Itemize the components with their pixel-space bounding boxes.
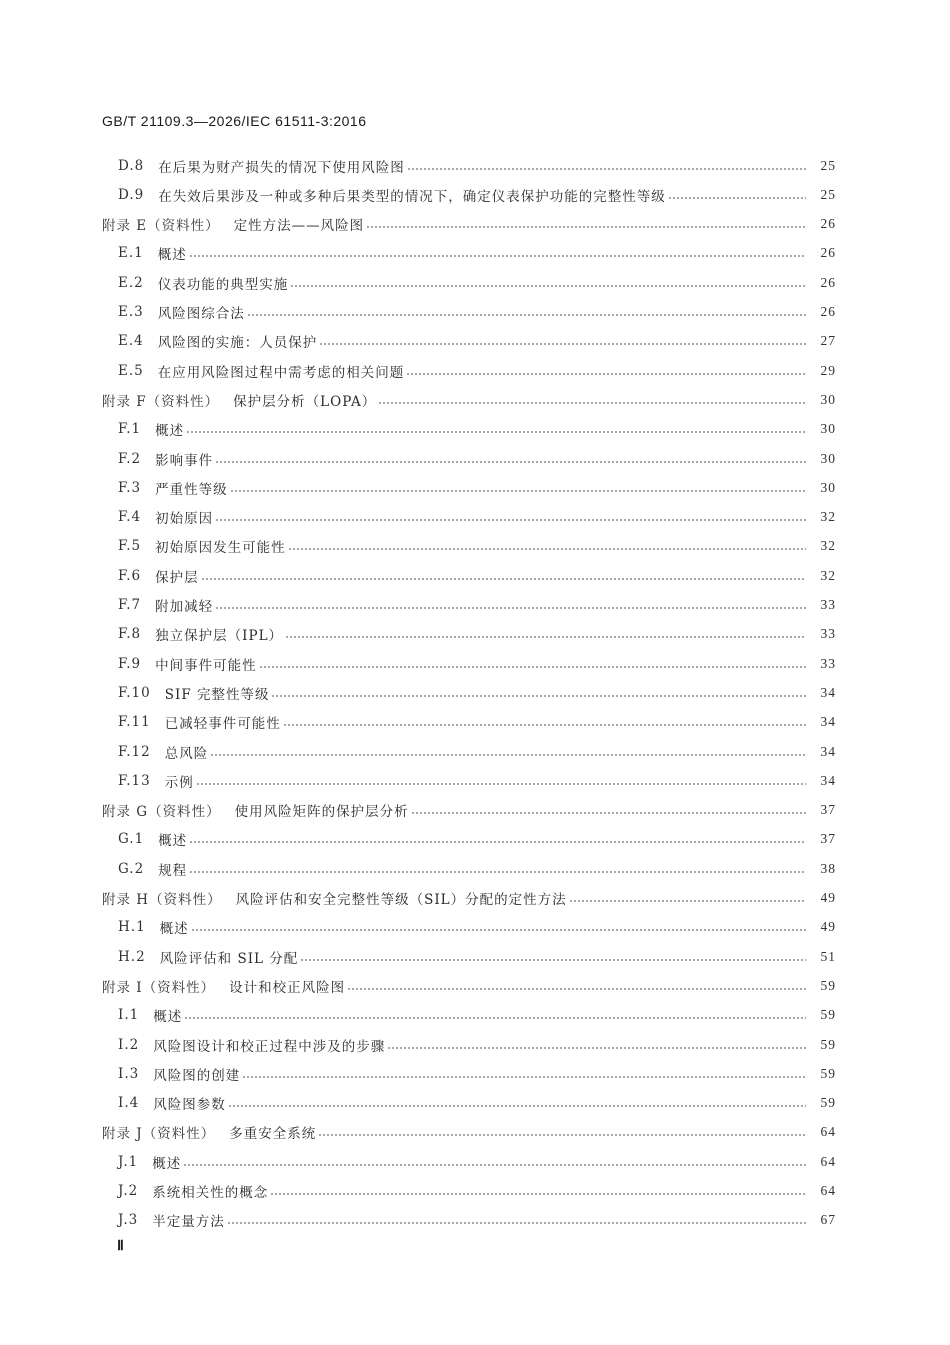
toc-entry-page: 27 [820,333,836,349]
toc-dot-leader [191,929,806,931]
toc-dot-leader [247,314,806,316]
toc-entry-title: 附加减轻 [155,599,214,615]
toc-entry-page: 37 [820,831,836,847]
toc-entry-number: I.1 [118,1007,140,1024]
toc-entry-title: 半定量方法 [152,1214,225,1231]
toc-dot-leader [378,402,806,404]
toc-entry-title: 风险评估和安全完整性等级（SIL）分配的定性方法 [235,892,567,908]
toc-entry-title: 总风险 [164,745,209,762]
toc-section-entry[interactable] [118,913,836,942]
toc-entry-page: 64 [820,1153,836,1169]
toc-entry-page: 25 [820,186,836,202]
toc-entry-number: J.3 [118,1212,139,1229]
toc-section-entry[interactable] [118,239,836,268]
toc-entry-page: 49 [820,890,836,905]
toc-entry-number: J.1 [118,1153,139,1170]
toc-entry-title: 中间事件可能性 [155,657,257,674]
toc-entry-number: F.10 [118,684,151,701]
toc-dot-leader [288,548,806,550]
toc-section-entry[interactable] [118,503,836,532]
toc-entry-number: D.9 [118,186,145,203]
toc-dot-leader [668,197,806,199]
toc-dot-leader [189,841,806,843]
toc-section-entry[interactable] [118,737,836,766]
toc-entry-number: 附录 H（资料性） [102,892,222,908]
toc-dot-leader [270,1193,806,1195]
toc-section-entry[interactable] [118,942,836,971]
toc-entry-title: 在应用风险图过程中需考虑的相关问题 [157,364,405,381]
toc-entry-title: 在失效后果涉及一种或多种后果类型的情况下，确定仪表保护功能的完整性等级 [158,188,666,205]
toc-entry-number: G.1 [118,831,145,848]
toc-entry-page: 33 [820,655,836,671]
toc-entry-title: 仪表功能的典型实施 [157,276,289,293]
toc-entry-page: 34 [820,684,836,700]
toc-dot-leader [407,168,806,170]
toc-dot-leader [271,695,806,697]
toc-entry-number: F.2 [118,450,142,467]
toc-entry-title: 多重安全系统 [229,1126,317,1143]
toc-dot-leader [230,490,806,492]
toc-entry-page: 33 [820,626,836,642]
toc-entry-page: 32 [820,538,836,554]
toc-entry-number: F.12 [118,743,151,760]
toc-entry-number: I.3 [118,1065,140,1082]
toc-entry-page: 59 [820,1007,836,1023]
toc-entry-title: 概述 [158,833,188,850]
toc-entry-page: 59 [820,1065,836,1081]
toc-entry-page: 30 [820,391,836,407]
toc-entry-title: 设计和校正风险图 [229,979,346,996]
toc-dot-leader [228,1105,806,1107]
toc-entry-number: E.3 [118,304,144,320]
toc-entry-title: 概述 [155,423,185,440]
toc-section-entry[interactable] [118,649,836,678]
toc-section-entry[interactable] [118,1177,836,1206]
toc-dot-leader [366,226,806,228]
toc-section-entry[interactable] [118,473,836,502]
toc-entry-page: 30 [820,421,836,437]
toc-entry-number: E.2 [118,274,144,291]
toc-entry-title: SIF 完整性等级 [164,686,270,703]
toc-entry-page: 26 [820,245,836,261]
toc-appendix-entry[interactable] [102,385,836,414]
toc-dot-leader [215,607,806,609]
toc-entry-page: 34 [820,714,836,730]
toc-entry-title: 概述 [153,1009,183,1026]
toc-entry-number: H.2 [118,948,146,965]
toc-section-entry[interactable] [118,561,836,590]
toc-dot-leader [283,724,806,726]
toc-entry-title: 严重性等级 [155,481,228,498]
toc-dot-leader [285,636,806,638]
toc-entry-number: I.4 [118,1095,140,1112]
toc-entry-page: 59 [820,1036,836,1052]
toc-section-entry[interactable] [118,444,836,473]
toc-entry-title: 风险图设计和校正过程中涉及的步骤 [153,1038,386,1055]
toc-entry-number: 附录 G（资料性） [102,804,221,821]
toc-entry-page: 37 [820,802,836,818]
toc-entry-page: 25 [820,157,836,173]
toc-entry-title: 概述 [159,921,189,938]
page-number: Ⅱ [117,1239,124,1254]
toc-dot-leader [406,373,806,375]
toc-section-entry[interactable] [118,1089,836,1118]
toc-dot-leader [411,812,806,814]
toc-entry-page: 32 [820,509,836,525]
toc-dot-leader [196,783,806,785]
toc-section-entry[interactable] [118,268,836,297]
toc-section-entry[interactable] [118,854,836,883]
toc-dot-leader [259,666,806,668]
toc-dot-leader [242,1076,806,1078]
toc-section-entry[interactable] [118,327,836,356]
toc-appendix-entry[interactable] [102,971,836,1000]
toc-entry-number: 附录 J（资料性） [102,1126,216,1143]
toc-section-entry[interactable] [118,678,836,707]
toc-entry-number: D.8 [118,157,145,174]
toc-entry-number: 附录 I（资料性） [102,979,216,996]
toc-dot-leader [183,1164,806,1166]
toc-entry-number: F.4 [118,509,142,526]
toc-entry-title: 概述 [152,1155,182,1172]
toc-dot-leader [186,431,806,433]
document-header: GB/T 21109.3—2026/IEC 61511-3:2016 [102,113,367,129]
toc-dot-leader [215,461,806,463]
toc-dot-leader [347,988,806,990]
toc-entry-number: E.5 [118,362,144,379]
toc-entry-title: 初始原因发生可能性 [155,540,286,557]
toc-entry-number: F.3 [118,479,142,496]
toc-dot-leader [387,1047,806,1049]
toc-entry-number: E.1 [118,245,144,262]
toc-section-entry[interactable] [118,180,836,209]
toc-entry-page: 38 [820,860,836,876]
toc-entry-title: 风险评估和 SIL 分配 [159,950,299,967]
toc-dot-leader [210,754,806,756]
toc-section-entry[interactable] [118,151,836,180]
toc-entry-page: 26 [820,216,836,232]
toc-section-entry[interactable] [118,1001,836,1030]
toc-appendix-entry[interactable] [102,796,836,825]
toc-dot-leader [184,1017,806,1019]
toc-entry-page: 26 [820,304,836,319]
toc-entry-title: 定性方法——风险图 [233,218,365,235]
toc-section-entry[interactable] [118,1059,836,1088]
toc-entry-page: 34 [820,743,836,759]
toc-appendix-entry[interactable] [102,884,836,913]
toc-dot-leader [201,578,806,580]
toc-entry-title: 概述 [157,247,187,264]
toc-dot-leader [290,285,806,287]
toc-entry-page: 64 [820,1124,836,1140]
toc-entry-title: 保护层分析（LOPA） [233,393,377,410]
toc-entry-number: 附录 E（资料性） [102,218,220,235]
toc-section-entry[interactable] [118,298,836,327]
toc-section-entry[interactable] [118,766,836,795]
toc-entry-page: 30 [820,450,836,466]
toc-entry-title: 保护层 [155,569,199,586]
toc-entry-number: F.9 [118,655,142,672]
toc-entry-number: I.2 [118,1036,140,1053]
toc-dot-leader [189,255,806,257]
toc-entry-number: F.5 [118,538,142,555]
toc-entry-number: F.7 [118,597,142,613]
toc-dot-leader [569,900,806,902]
toc-entry-page: 33 [820,597,836,612]
toc-entry-page: 29 [820,362,836,378]
toc-entry-number: H.1 [118,919,146,936]
toc-entry-page: 32 [820,567,836,583]
toc-entry-page: 51 [820,948,836,964]
toc-entry-title: 在后果为财产损失的情况下使用风险图 [158,159,405,176]
toc-entry-page: 34 [820,772,836,788]
toc-dot-leader [189,871,806,873]
toc-entry-number: F.11 [118,714,151,731]
toc-section-entry[interactable] [118,825,836,854]
toc-entry-title: 风险图的实施：人员保护 [157,335,318,352]
toc-appendix-entry[interactable] [102,210,836,239]
toc-section-entry[interactable] [118,708,836,737]
toc-dot-leader [227,1222,806,1224]
toc-entry-number: F.6 [118,567,142,584]
toc-entry-title: 风险图参数 [153,1097,226,1114]
toc-entry-number: 附录 F（资料性） [102,393,220,410]
toc-entry-number: E.4 [118,333,144,350]
toc-entry-number: F.1 [118,421,142,438]
toc-section-entry[interactable] [118,356,836,385]
toc-entry-number: G.2 [118,860,145,877]
toc-section-entry[interactable] [118,1147,836,1176]
toc-entry-page: 30 [820,479,836,495]
toc-entry-page: 49 [820,919,836,935]
toc-entry-title: 使用风险矩阵的保护层分析 [234,804,409,821]
toc-entry-number: J.2 [118,1183,139,1199]
toc-entry-page: 59 [820,977,836,993]
toc-entry-title: 独立保护层（IPL） [155,628,284,645]
toc-dot-leader [319,343,806,345]
toc-entry-page: 64 [820,1183,836,1198]
toc-entry-page: 26 [820,274,836,290]
toc-section-entry[interactable] [118,591,836,620]
toc-entry-title: 风险图的创建 [153,1067,241,1084]
toc-entry-title: 示例 [164,774,194,791]
toc-entry-title: 初始原因 [155,511,214,528]
toc-entry-page: 67 [820,1212,836,1228]
toc-entry-number: F.13 [118,772,151,789]
toc-section-entry[interactable] [118,1206,836,1235]
toc-section-entry[interactable] [118,415,836,444]
toc-dot-leader [300,959,806,961]
toc-dot-leader [215,519,806,521]
toc-entry-page: 59 [820,1095,836,1111]
toc-entry-title: 风险图综合法 [157,306,245,322]
toc-appendix-entry[interactable] [102,1118,836,1147]
toc-entry-title: 影响事件 [155,452,214,469]
toc-entry-title: 系统相关性的概念 [152,1185,269,1201]
toc-section-entry[interactable] [118,532,836,561]
toc-section-entry[interactable] [118,1030,836,1059]
toc-dot-leader [318,1134,806,1136]
toc-entry-number: F.8 [118,626,142,643]
toc-section-entry[interactable] [118,620,836,649]
toc-entry-title: 已减轻事件可能性 [164,716,281,733]
toc-entry-title: 规程 [158,862,188,879]
